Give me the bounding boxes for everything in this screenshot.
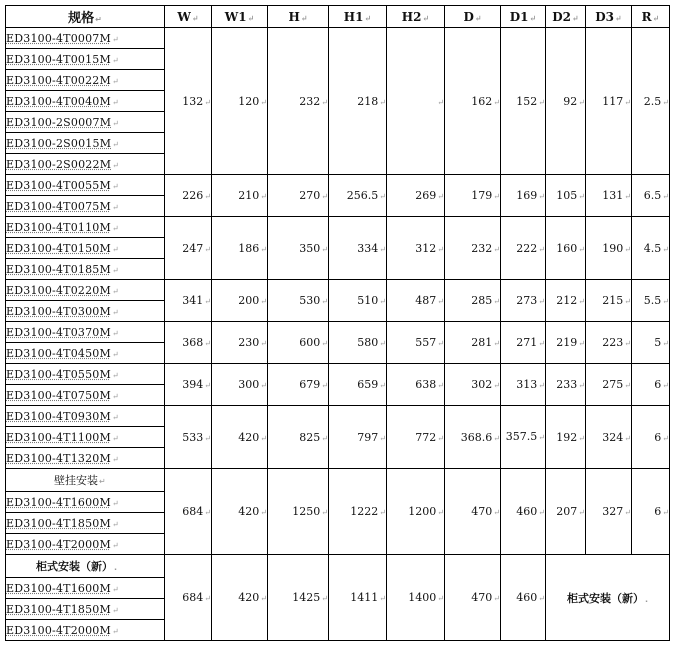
value-cell-w: 341↵ xyxy=(165,280,212,322)
model-cell: ED3100-2S0022M↵ xyxy=(6,154,165,175)
value-cell-d2: 92↵ xyxy=(546,28,586,175)
value-cell-h2: 772↵ xyxy=(387,406,445,469)
value-cell-d3: 223↵ xyxy=(586,322,632,364)
value-cell-w: 684↵ xyxy=(165,555,212,641)
table-row xyxy=(6,280,670,301)
value-cell-w: 368↵ xyxy=(165,322,212,364)
value-cell-h1: 580↵ xyxy=(329,322,387,364)
model-cell: ED3100-4T1600M↵ xyxy=(6,578,165,599)
table-row xyxy=(6,175,670,196)
value-cell-h: 530↵ xyxy=(268,280,329,322)
header-h1: H1↵ xyxy=(329,6,387,28)
value-cell-h2: 269↵ xyxy=(387,175,445,217)
dimension-table xyxy=(5,5,670,641)
value-cell-d2: 212↵ xyxy=(546,280,586,322)
group-label-row xyxy=(6,555,670,578)
model-cell: ED3100-4T1850M↵ xyxy=(6,599,165,620)
value-cell-w1: 420↵ xyxy=(212,406,268,469)
value-cell-h: 825↵ xyxy=(268,406,329,469)
value-cell-h: 232↵ xyxy=(268,28,329,175)
value-cell-d: 162↵ xyxy=(445,28,501,175)
value-cell-d3: 327↵ xyxy=(586,469,632,555)
value-cell-w: 132↵ xyxy=(165,28,212,175)
value-cell-w1: 420↵ xyxy=(212,469,268,555)
model-cell: ED3100-4T0550M↵ xyxy=(6,364,165,385)
value-cell-d: 302↵ xyxy=(445,364,501,406)
model-cell: ED3100-4T0150M↵ xyxy=(6,238,165,259)
model-cell: ED3100-4T2000M↵ xyxy=(6,534,165,555)
value-cell-w1: 200↵ xyxy=(212,280,268,322)
value-cell-h2: 1200↵ xyxy=(387,469,445,555)
value-cell-d: 470↵ xyxy=(445,469,501,555)
header-spec: 规格↵ xyxy=(6,6,165,28)
model-cell: ED3100-4T0370M↵ xyxy=(6,322,165,343)
value-cell-h2: 638↵ xyxy=(387,364,445,406)
value-cell-h: 679↵ xyxy=(268,364,329,406)
value-cell-h1: 659↵ xyxy=(329,364,387,406)
value-cell-h: 1250↵ xyxy=(268,469,329,555)
value-cell-r: 4.5↵ xyxy=(632,217,670,280)
model-cell: ED3100-4T0075M↵ xyxy=(6,196,165,217)
value-cell-d3: 190↵ xyxy=(586,217,632,280)
value-cell-d1: 357.5↵ xyxy=(501,406,546,469)
value-cell-h1: 218↵ xyxy=(329,28,387,175)
value-cell-h: 270↵ xyxy=(268,175,329,217)
value-cell-d: 232↵ xyxy=(445,217,501,280)
model-cell: ED3100-4T1100M↵ xyxy=(6,427,165,448)
value-cell-d2: 105↵ xyxy=(546,175,586,217)
value-cell-d2: 219↵ xyxy=(546,322,586,364)
header-d: D↵ xyxy=(445,6,501,28)
value-cell-d1: 169↵ xyxy=(501,175,546,217)
value-cell-d2: 160↵ xyxy=(546,217,586,280)
model-cell: ED3100-4T0750M↵ xyxy=(6,385,165,406)
value-cell-w1: 120↵ xyxy=(212,28,268,175)
value-cell-h1: 1222↵ xyxy=(329,469,387,555)
model-cell: ED3100-4T0007M↵ xyxy=(6,28,165,49)
value-cell-w1: 186↵ xyxy=(212,217,268,280)
value-cell-d1: 460↵ xyxy=(501,555,546,641)
model-cell: ED3100-4T1320M↵ xyxy=(6,448,165,469)
value-cell-d3: 131↵ xyxy=(586,175,632,217)
header-h2: H2↵ xyxy=(387,6,445,28)
model-cell: ED3100-4T0450M↵ xyxy=(6,343,165,364)
value-cell-d3: 117↵ xyxy=(586,28,632,175)
model-cell: ED3100-4T2000M↵ xyxy=(6,620,165,641)
value-cell-d3: 324↵ xyxy=(586,406,632,469)
value-cell-h1: 510↵ xyxy=(329,280,387,322)
value-cell-d1: 273↵ xyxy=(501,280,546,322)
value-cell-r: 6↵ xyxy=(632,469,670,555)
value-cell-d1: 152↵ xyxy=(501,28,546,175)
value-cell-r: 6↵ xyxy=(632,364,670,406)
value-cell-h1: 334↵ xyxy=(329,217,387,280)
value-cell-d1: 313↵ xyxy=(501,364,546,406)
value-cell-d: 368.6↵ xyxy=(445,406,501,469)
value-cell-d2: 233↵ xyxy=(546,364,586,406)
value-cell-w1: 300↵ xyxy=(212,364,268,406)
value-cell-h2: 487↵ xyxy=(387,280,445,322)
value-cell-w: 394↵ xyxy=(165,364,212,406)
value-cell-d2: 192↵ xyxy=(546,406,586,469)
model-cell: ED3100-2S0015M↵ xyxy=(6,133,165,154)
header-d1: D1↵ xyxy=(501,6,546,28)
header-w: W↵ xyxy=(165,6,212,28)
value-cell-w1: 210↵ xyxy=(212,175,268,217)
value-cell-h1: 797↵ xyxy=(329,406,387,469)
model-cell: ED3100-4T0220M↵ xyxy=(6,280,165,301)
model-cell: ED3100-4T0055M↵ xyxy=(6,175,165,196)
install-type-label: 壁挂安装↵ xyxy=(6,469,165,492)
model-cell: ED3100-4T0300M↵ xyxy=(6,301,165,322)
value-cell-h2: 557↵ xyxy=(387,322,445,364)
value-cell-w1: 230↵ xyxy=(212,322,268,364)
value-cell-d3: 275↵ xyxy=(586,364,632,406)
model-cell: ED3100-4T0110M↵ xyxy=(6,217,165,238)
model-cell: ED3100-4T1850M↵ xyxy=(6,513,165,534)
table-row xyxy=(6,364,670,385)
value-cell-w: 684↵ xyxy=(165,469,212,555)
value-cell-h1: 256.5↵ xyxy=(329,175,387,217)
header-w1: W1↵ xyxy=(212,6,268,28)
model-cell: ED3100-4T0185M↵ xyxy=(6,259,165,280)
value-cell-d: 281↵ xyxy=(445,322,501,364)
header-row xyxy=(6,6,670,28)
table-row xyxy=(6,322,670,343)
model-cell: ED3100-2S0007M↵ xyxy=(6,112,165,133)
value-cell-h: 350↵ xyxy=(268,217,329,280)
value-cell-r: 2.5↵ xyxy=(632,28,670,175)
install-type-label: 柜式安装（新）. xyxy=(6,555,165,578)
header-h: H↵ xyxy=(268,6,329,28)
model-cell: ED3100-4T0930M↵ xyxy=(6,406,165,427)
value-cell-h2: 1400↵ xyxy=(387,555,445,641)
value-cell-r: 6.5↵ xyxy=(632,175,670,217)
table-row xyxy=(6,406,670,427)
value-cell-h1: 1411↵ xyxy=(329,555,387,641)
table-row xyxy=(6,217,670,238)
value-cell-h2: 312↵ xyxy=(387,217,445,280)
value-cell-r: 5↵ xyxy=(632,322,670,364)
model-cell: ED3100-4T0015M↵ xyxy=(6,49,165,70)
value-cell-d1: 222↵ xyxy=(501,217,546,280)
model-cell: ED3100-4T1600M↵ xyxy=(6,492,165,513)
group-label-row xyxy=(6,469,670,492)
value-cell-d2: 207↵ xyxy=(546,469,586,555)
value-cell-w: 247↵ xyxy=(165,217,212,280)
value-cell-d1: 271↵ xyxy=(501,322,546,364)
value-cell-d: 285↵ xyxy=(445,280,501,322)
value-cell-r: 5.5↵ xyxy=(632,280,670,322)
value-cell-d1: 460↵ xyxy=(501,469,546,555)
header-d2: D2↵ xyxy=(546,6,586,28)
header-r: R↵ xyxy=(632,6,670,28)
value-cell-d: 179↵ xyxy=(445,175,501,217)
model-cell: ED3100-4T0040M↵ xyxy=(6,91,165,112)
value-cell-h: 1425↵ xyxy=(268,555,329,641)
value-cell-w1: 420↵ xyxy=(212,555,268,641)
value-cell-h2: ↵ xyxy=(387,28,445,175)
table-row xyxy=(6,28,670,49)
value-cell-w: 226↵ xyxy=(165,175,212,217)
install-note-cell: 柜式安装（新）. xyxy=(546,555,670,641)
value-cell-r: 6↵ xyxy=(632,406,670,469)
header-d3: D3↵ xyxy=(586,6,632,28)
model-cell: ED3100-4T0022M↵ xyxy=(6,70,165,91)
value-cell-d3: 215↵ xyxy=(586,280,632,322)
value-cell-d: 470↵ xyxy=(445,555,501,641)
value-cell-h: 600↵ xyxy=(268,322,329,364)
value-cell-w: 533↵ xyxy=(165,406,212,469)
